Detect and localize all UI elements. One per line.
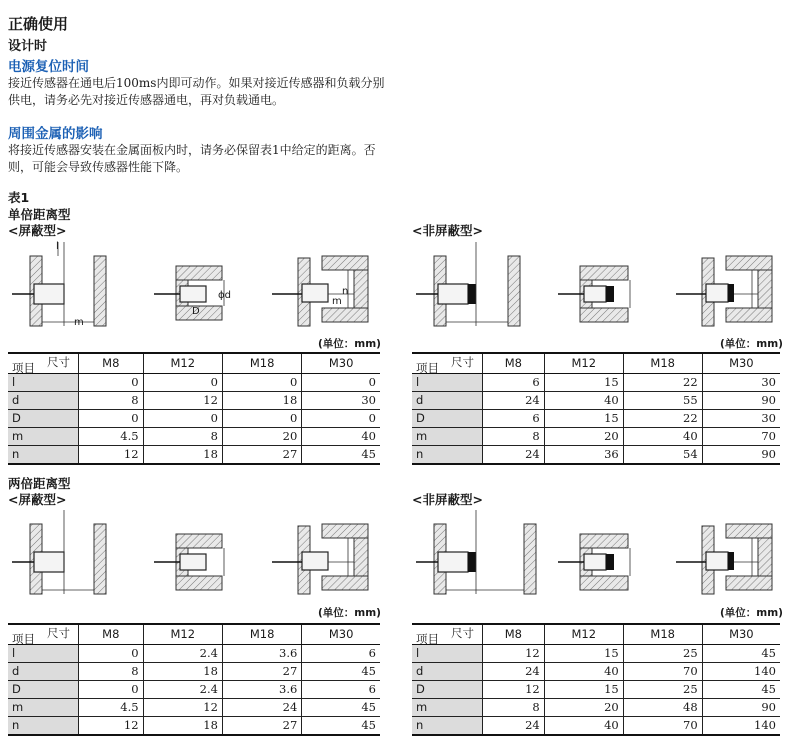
table-cell: 15 bbox=[544, 410, 623, 428]
figure-unshielded-single bbox=[412, 236, 782, 336]
table-unshielded-single bbox=[412, 352, 780, 465]
table-cell: 8 bbox=[483, 428, 545, 446]
table-row bbox=[8, 663, 380, 681]
table-cell: 40 bbox=[544, 663, 623, 681]
table-cell: 140 bbox=[702, 717, 780, 736]
corner-cell: 尺寸 项目 bbox=[8, 353, 79, 374]
table-cell: 0 bbox=[79, 410, 144, 428]
table-cell: 36 bbox=[544, 446, 623, 465]
table-cell: 12 bbox=[79, 717, 144, 736]
row-label: d bbox=[412, 392, 483, 410]
table-cell: 12 bbox=[79, 446, 144, 465]
shielded-label-double: <屏蔽型> bbox=[8, 492, 67, 507]
table-row bbox=[412, 446, 780, 465]
table-cell: 0 bbox=[302, 410, 380, 428]
col-header: M30 bbox=[702, 353, 780, 374]
col-header: M12 bbox=[143, 624, 222, 645]
table-row bbox=[412, 428, 780, 446]
figure-shielded-double bbox=[8, 506, 378, 604]
table-row bbox=[8, 410, 380, 428]
table-cell: 18 bbox=[222, 392, 301, 410]
unit-label-double: (单位：mm) bbox=[318, 607, 381, 619]
unit-label-double-unshielded: (单位：mm) bbox=[720, 607, 783, 619]
row-label: D bbox=[412, 410, 483, 428]
table-cell: 6 bbox=[302, 681, 380, 699]
table-cell: 40 bbox=[623, 428, 702, 446]
table-row bbox=[412, 410, 780, 428]
table-cell: 8 bbox=[143, 428, 222, 446]
col-header: M8 bbox=[79, 624, 144, 645]
table-cell: 70 bbox=[623, 663, 702, 681]
table-cell: 24 bbox=[483, 717, 545, 736]
dim-label-m: m bbox=[74, 317, 84, 328]
row-label: d bbox=[8, 663, 79, 681]
row-label: d bbox=[412, 663, 483, 681]
table-cell: 30 bbox=[302, 392, 380, 410]
row-label: D bbox=[8, 681, 79, 699]
row-label: l bbox=[412, 645, 483, 663]
table-cell: 27 bbox=[222, 663, 301, 681]
table-cell: 8 bbox=[483, 699, 545, 717]
table-cell: 55 bbox=[623, 392, 702, 410]
corner-cell: 尺寸 项目 bbox=[8, 624, 79, 645]
table-cell: 40 bbox=[544, 717, 623, 736]
table-row bbox=[412, 645, 780, 663]
page-title: 正确使用 bbox=[8, 15, 69, 33]
table-cell: 0 bbox=[222, 374, 301, 392]
table-row bbox=[8, 392, 380, 410]
table-cell: 0 bbox=[302, 374, 380, 392]
table-cell: 6 bbox=[483, 374, 545, 392]
table-row bbox=[8, 717, 380, 736]
row-label: n bbox=[8, 446, 79, 465]
table-cell: 24 bbox=[483, 446, 545, 465]
table-cell: 20 bbox=[222, 428, 301, 446]
row-label: m bbox=[412, 699, 483, 717]
table-cell: 2.4 bbox=[143, 645, 222, 663]
table-unshielded-double bbox=[412, 623, 780, 736]
row-label: d bbox=[8, 392, 79, 410]
row-label: m bbox=[8, 699, 79, 717]
table-cell: 0 bbox=[79, 645, 144, 663]
table-cell: 54 bbox=[623, 446, 702, 465]
table-cell: 12 bbox=[143, 699, 222, 717]
table-cell: 0 bbox=[79, 374, 144, 392]
table-shielded-double bbox=[8, 623, 380, 736]
table-cell: 45 bbox=[702, 645, 780, 663]
corner-cell: 尺寸 项目 bbox=[412, 624, 483, 645]
dim-label-m-c: m bbox=[332, 296, 342, 307]
table-cell: 15 bbox=[544, 645, 623, 663]
table-cell: 30 bbox=[702, 410, 780, 428]
table-cell: 12 bbox=[143, 392, 222, 410]
figure-unshielded-double bbox=[412, 506, 782, 604]
table-cell: 40 bbox=[544, 392, 623, 410]
figure-shielded-single bbox=[8, 236, 378, 336]
table-row bbox=[8, 681, 380, 699]
table-cell: 8 bbox=[79, 392, 144, 410]
table-cell: 4.5 bbox=[79, 428, 144, 446]
row-label: D bbox=[412, 681, 483, 699]
unshielded-label-single: <非屏蔽型> bbox=[412, 223, 483, 238]
col-header: M30 bbox=[702, 624, 780, 645]
table-cell: 24 bbox=[483, 392, 545, 410]
row-label: l bbox=[8, 645, 79, 663]
col-header: M18 bbox=[623, 624, 702, 645]
table-cell: 3.6 bbox=[222, 645, 301, 663]
table-row bbox=[412, 392, 780, 410]
table-cell: 70 bbox=[702, 428, 780, 446]
row-label: n bbox=[412, 446, 483, 465]
row-label: D bbox=[8, 410, 79, 428]
table-row bbox=[412, 663, 780, 681]
corner-cell: 尺寸 项目 bbox=[412, 353, 483, 374]
page-subtitle: 设计时 bbox=[8, 39, 48, 54]
table-row bbox=[412, 699, 780, 717]
table-cell: 6 bbox=[483, 410, 545, 428]
table-cell: 40 bbox=[302, 428, 380, 446]
table-cell: 6 bbox=[302, 645, 380, 663]
table-cell: 18 bbox=[143, 663, 222, 681]
row-label: n bbox=[412, 717, 483, 736]
table-row bbox=[8, 699, 380, 717]
row-label: m bbox=[8, 428, 79, 446]
dim-label-l: l bbox=[56, 241, 59, 252]
row-label: l bbox=[412, 374, 483, 392]
table-row bbox=[8, 645, 380, 663]
table-row bbox=[412, 717, 780, 736]
table-cell: 45 bbox=[702, 681, 780, 699]
col-header: M8 bbox=[483, 353, 545, 374]
dim-label-n: n bbox=[342, 286, 349, 297]
dim-label-D: D bbox=[192, 306, 200, 317]
col-header: M8 bbox=[79, 353, 144, 374]
table-row bbox=[412, 374, 780, 392]
table-cell: 90 bbox=[702, 446, 780, 465]
table-cell: 45 bbox=[302, 446, 380, 465]
table-cell: 0 bbox=[79, 681, 144, 699]
table-cell: 30 bbox=[702, 374, 780, 392]
col-header: M30 bbox=[302, 624, 380, 645]
table-cell: 12 bbox=[483, 681, 545, 699]
table-cell: 22 bbox=[623, 410, 702, 428]
col-header: M8 bbox=[483, 624, 545, 645]
table-row bbox=[412, 681, 780, 699]
group-title-single: 单倍距离型 bbox=[8, 207, 71, 222]
table-cell: 25 bbox=[623, 645, 702, 663]
table-cell: 18 bbox=[143, 446, 222, 465]
table-cell: 27 bbox=[222, 717, 301, 736]
section-heading-power-reset: 电源复位时间 bbox=[8, 59, 89, 75]
col-header: M12 bbox=[143, 353, 222, 374]
table-row bbox=[8, 374, 380, 392]
unit-label: (单位：mm) bbox=[318, 338, 381, 350]
col-header: M30 bbox=[302, 353, 380, 374]
table-cell: 45 bbox=[302, 717, 380, 736]
table-row bbox=[8, 428, 380, 446]
table-cell: 45 bbox=[302, 699, 380, 717]
section-text-power-reset: 接近传感器在通电后100ms内即可动作。如果对接近传感器和负载分别供电，请务必先对接近传感器通电，再对负载通电。 bbox=[8, 76, 385, 107]
table-cell: 24 bbox=[222, 699, 301, 717]
section-heading-metal-influence: 周围金属的影响 bbox=[8, 126, 103, 142]
table-title: 表1 bbox=[8, 190, 30, 205]
table-cell: 2.4 bbox=[143, 681, 222, 699]
table-cell: 90 bbox=[702, 699, 780, 717]
col-header: M18 bbox=[222, 624, 301, 645]
table-cell: 24 bbox=[483, 663, 545, 681]
table-cell: 20 bbox=[544, 428, 623, 446]
table-cell: 20 bbox=[544, 699, 623, 717]
shielded-label-single: <屏蔽型> bbox=[8, 223, 67, 238]
table-cell: 22 bbox=[623, 374, 702, 392]
table-cell: 70 bbox=[623, 717, 702, 736]
table-shielded-single bbox=[8, 352, 380, 465]
table-cell: 12 bbox=[483, 645, 545, 663]
table-cell: 4.5 bbox=[79, 699, 144, 717]
table-cell: 3.6 bbox=[222, 681, 301, 699]
table-row bbox=[8, 446, 380, 465]
col-header: M12 bbox=[544, 353, 623, 374]
table-cell: 45 bbox=[302, 663, 380, 681]
table-cell: 0 bbox=[143, 410, 222, 428]
table-cell: 25 bbox=[623, 681, 702, 699]
col-header: M18 bbox=[222, 353, 301, 374]
table-cell: 8 bbox=[79, 663, 144, 681]
section-text-metal-influence: 将接近传感器安装在金属面板内时，请务必保留表1中给定的距离。否则，可能会导致传感器性能下降。 bbox=[8, 143, 376, 174]
table-cell: 48 bbox=[623, 699, 702, 717]
unshielded-label-double: <非屏蔽型> bbox=[412, 492, 483, 507]
table-cell: 18 bbox=[143, 717, 222, 736]
row-label: n bbox=[8, 717, 79, 736]
table-cell: 140 bbox=[702, 663, 780, 681]
table-cell: 0 bbox=[222, 410, 301, 428]
dim-label-d: ϕd bbox=[218, 290, 231, 301]
table-cell: 0 bbox=[143, 374, 222, 392]
col-header: M18 bbox=[623, 353, 702, 374]
table-cell: 15 bbox=[544, 374, 623, 392]
unit-label-unshielded: (单位：mm) bbox=[720, 338, 783, 350]
table-cell: 27 bbox=[222, 446, 301, 465]
row-label: m bbox=[412, 428, 483, 446]
table-cell: 90 bbox=[702, 392, 780, 410]
col-header: M12 bbox=[544, 624, 623, 645]
row-label: l bbox=[8, 374, 79, 392]
table-cell: 15 bbox=[544, 681, 623, 699]
group-title-double: 两倍距离型 bbox=[8, 476, 71, 491]
